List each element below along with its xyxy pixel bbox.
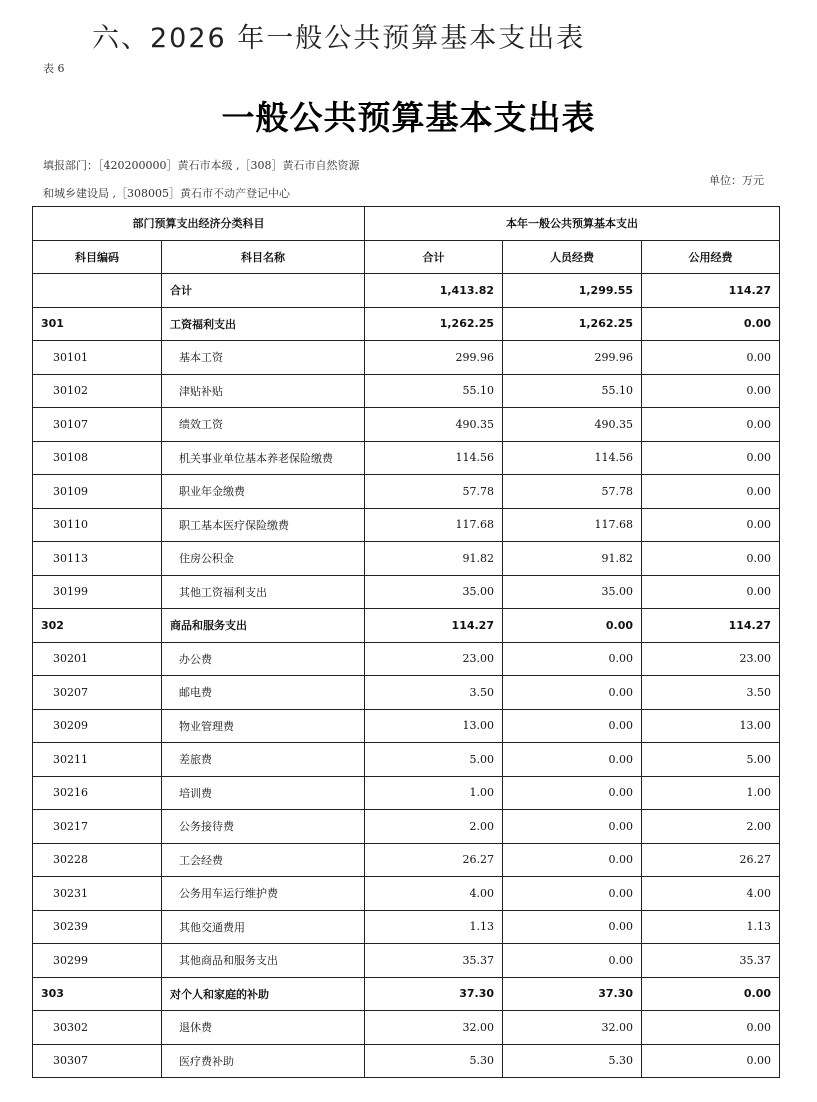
column-header-code: 科目编码 xyxy=(33,240,162,274)
cell-name: 职工基本医疗保险缴费 xyxy=(162,508,365,542)
table-row xyxy=(33,776,780,810)
cell-total: 2.00 xyxy=(365,810,503,844)
cell-name: 办公费 xyxy=(162,642,365,676)
table-row xyxy=(33,475,780,509)
cell-code xyxy=(33,274,162,308)
cell-name: 机关事业单位基本养老保险缴费 xyxy=(162,441,365,475)
column-header-row xyxy=(33,240,780,274)
cell-name: 工会经费 xyxy=(162,843,365,877)
cell-code: 30307 xyxy=(33,1044,162,1078)
cell-total: 1,262.25 xyxy=(365,307,503,341)
cell-personnel: 299.96 xyxy=(503,341,642,375)
cell-name: 邮电费 xyxy=(162,676,365,710)
cell-code: 30207 xyxy=(33,676,162,710)
reporting-department-line-2: 和城乡建设局 ,［308005］黄石市不动产登记中心 xyxy=(43,187,290,200)
cell-public: 0.00 xyxy=(642,1011,780,1045)
cell-public: 5.00 xyxy=(642,743,780,777)
cell-public: 4.00 xyxy=(642,877,780,911)
cell-public: 0.00 xyxy=(642,508,780,542)
cell-total: 35.37 xyxy=(365,944,503,978)
cell-total: 114.56 xyxy=(365,441,503,475)
cell-total: 37.30 xyxy=(365,977,503,1011)
cell-public: 0.00 xyxy=(642,374,780,408)
table-row xyxy=(33,1011,780,1045)
cell-code: 30110 xyxy=(33,508,162,542)
cell-name: 对个人和家庭的补助 xyxy=(162,977,365,1011)
cell-code: 30228 xyxy=(33,843,162,877)
table-row xyxy=(33,1044,780,1078)
budget-expenditure-table xyxy=(32,206,780,1078)
cell-total: 5.30 xyxy=(365,1044,503,1078)
cell-personnel: 0.00 xyxy=(503,776,642,810)
table-row xyxy=(33,408,780,442)
unit-label: 单位：万元 xyxy=(709,174,764,187)
cell-code: 30217 xyxy=(33,810,162,844)
category-row xyxy=(33,307,780,341)
cell-code: 30107 xyxy=(33,408,162,442)
cell-code: 30216 xyxy=(33,776,162,810)
cell-public: 0.00 xyxy=(642,542,780,576)
cell-total: 5.00 xyxy=(365,743,503,777)
group-header-expenditure: 本年一般公共预算基本支出 xyxy=(365,207,780,241)
cell-personnel: 0.00 xyxy=(503,910,642,944)
column-header-personnel: 人员经费 xyxy=(503,240,642,274)
cell-total: 1.00 xyxy=(365,776,503,810)
cell-code: 30239 xyxy=(33,910,162,944)
cell-personnel: 0.00 xyxy=(503,642,642,676)
table-row xyxy=(33,944,780,978)
cell-public: 0.00 xyxy=(642,341,780,375)
column-header-total: 合计 xyxy=(365,240,503,274)
cell-public: 13.00 xyxy=(642,709,780,743)
cell-code: 30102 xyxy=(33,374,162,408)
cell-public: 1.00 xyxy=(642,776,780,810)
cell-name: 职业年金缴费 xyxy=(162,475,365,509)
cell-code: 30108 xyxy=(33,441,162,475)
cell-total: 57.78 xyxy=(365,475,503,509)
table-row xyxy=(33,341,780,375)
document-title: 六、2026 年一般公共预算基本支出表 xyxy=(92,23,586,54)
cell-name: 其他交通费用 xyxy=(162,910,365,944)
cell-code: 302 xyxy=(33,609,162,643)
cell-personnel: 0.00 xyxy=(503,709,642,743)
cell-personnel: 0.00 xyxy=(503,743,642,777)
table-row xyxy=(33,910,780,944)
cell-personnel: 0.00 xyxy=(503,944,642,978)
cell-total: 55.10 xyxy=(365,374,503,408)
cell-public: 0.00 xyxy=(642,977,780,1011)
cell-personnel: 490.35 xyxy=(503,408,642,442)
cell-personnel: 1,262.25 xyxy=(503,307,642,341)
cell-total: 13.00 xyxy=(365,709,503,743)
table-row xyxy=(33,843,780,877)
cell-name: 基本工资 xyxy=(162,341,365,375)
cell-name: 绩效工资 xyxy=(162,408,365,442)
cell-code: 30302 xyxy=(33,1011,162,1045)
group-header-row xyxy=(33,207,780,241)
cell-code: 301 xyxy=(33,307,162,341)
cell-public: 23.00 xyxy=(642,642,780,676)
table-row xyxy=(33,374,780,408)
cell-name: 退休费 xyxy=(162,1011,365,1045)
table-row xyxy=(33,709,780,743)
cell-code: 30211 xyxy=(33,743,162,777)
cell-name: 物业管理费 xyxy=(162,709,365,743)
cell-total: 1.13 xyxy=(365,910,503,944)
cell-personnel: 114.56 xyxy=(503,441,642,475)
cell-personnel: 0.00 xyxy=(503,810,642,844)
cell-total: 3.50 xyxy=(365,676,503,710)
table-row xyxy=(33,508,780,542)
cell-total: 117.68 xyxy=(365,508,503,542)
cell-code: 30231 xyxy=(33,877,162,911)
table-row xyxy=(33,877,780,911)
cell-public: 3.50 xyxy=(642,676,780,710)
cell-personnel: 5.30 xyxy=(503,1044,642,1078)
reporting-department-line-1: 填报部门：［420200000］黄石市本级 ,［308］黄石市自然资源 xyxy=(43,159,360,172)
cell-personnel: 91.82 xyxy=(503,542,642,576)
cell-total: 26.27 xyxy=(365,843,503,877)
table-row xyxy=(33,575,780,609)
cell-name: 津贴补贴 xyxy=(162,374,365,408)
cell-public: 0.00 xyxy=(642,441,780,475)
cell-name: 公务接待费 xyxy=(162,810,365,844)
cell-code: 30209 xyxy=(33,709,162,743)
cell-personnel: 37.30 xyxy=(503,977,642,1011)
cell-personnel: 35.00 xyxy=(503,575,642,609)
cell-total: 299.96 xyxy=(365,341,503,375)
cell-name: 医疗费补助 xyxy=(162,1044,365,1078)
cell-public: 35.37 xyxy=(642,944,780,978)
cell-personnel: 117.68 xyxy=(503,508,642,542)
column-header-public: 公用经费 xyxy=(642,240,780,274)
cell-name: 合计 xyxy=(162,274,365,308)
cell-personnel: 55.10 xyxy=(503,374,642,408)
cell-personnel: 32.00 xyxy=(503,1011,642,1045)
table-row xyxy=(33,642,780,676)
cell-code: 30199 xyxy=(33,575,162,609)
cell-total: 91.82 xyxy=(365,542,503,576)
page-title: 一般公共预算基本支出表 xyxy=(221,98,596,137)
cell-personnel: 1,299.55 xyxy=(503,274,642,308)
cell-public: 0.00 xyxy=(642,408,780,442)
cell-personnel: 57.78 xyxy=(503,475,642,509)
cell-public: 0.00 xyxy=(642,307,780,341)
cell-code: 30113 xyxy=(33,542,162,576)
cell-name: 其他工资福利支出 xyxy=(162,575,365,609)
cell-total: 35.00 xyxy=(365,575,503,609)
cell-total: 4.00 xyxy=(365,877,503,911)
cell-code: 30109 xyxy=(33,475,162,509)
cell-public: 2.00 xyxy=(642,810,780,844)
table-row xyxy=(33,676,780,710)
cell-code: 30101 xyxy=(33,341,162,375)
cell-personnel: 0.00 xyxy=(503,676,642,710)
cell-public: 0.00 xyxy=(642,475,780,509)
cell-name: 差旅费 xyxy=(162,743,365,777)
table-row xyxy=(33,743,780,777)
cell-personnel: 0.00 xyxy=(503,609,642,643)
category-row xyxy=(33,977,780,1011)
table-row xyxy=(33,441,780,475)
cell-public: 26.27 xyxy=(642,843,780,877)
table-body xyxy=(33,274,780,1078)
cell-public: 0.00 xyxy=(642,575,780,609)
cell-name: 住房公积金 xyxy=(162,542,365,576)
cell-personnel: 0.00 xyxy=(503,843,642,877)
table-row xyxy=(33,810,780,844)
cell-public: 0.00 xyxy=(642,1044,780,1078)
cell-total: 114.27 xyxy=(365,609,503,643)
cell-code: 30201 xyxy=(33,642,162,676)
cell-personnel: 0.00 xyxy=(503,877,642,911)
cell-name: 公务用车运行维护费 xyxy=(162,877,365,911)
cell-public: 114.27 xyxy=(642,609,780,643)
cell-public: 1.13 xyxy=(642,910,780,944)
group-header-classification: 部门预算支出经济分类科目 xyxy=(33,207,365,241)
cell-total: 32.00 xyxy=(365,1011,503,1045)
cell-code: 30299 xyxy=(33,944,162,978)
cell-total: 23.00 xyxy=(365,642,503,676)
cell-public: 114.27 xyxy=(642,274,780,308)
cell-code: 303 xyxy=(33,977,162,1011)
category-row xyxy=(33,609,780,643)
cell-name: 工资福利支出 xyxy=(162,307,365,341)
cell-name: 商品和服务支出 xyxy=(162,609,365,643)
table-number: 表 6 xyxy=(43,62,65,75)
cell-total: 490.35 xyxy=(365,408,503,442)
cell-total: 1,413.82 xyxy=(365,274,503,308)
column-header-name: 科目名称 xyxy=(162,240,365,274)
cell-name: 培训费 xyxy=(162,776,365,810)
total-row xyxy=(33,274,780,308)
table-row xyxy=(33,542,780,576)
cell-name: 其他商品和服务支出 xyxy=(162,944,365,978)
